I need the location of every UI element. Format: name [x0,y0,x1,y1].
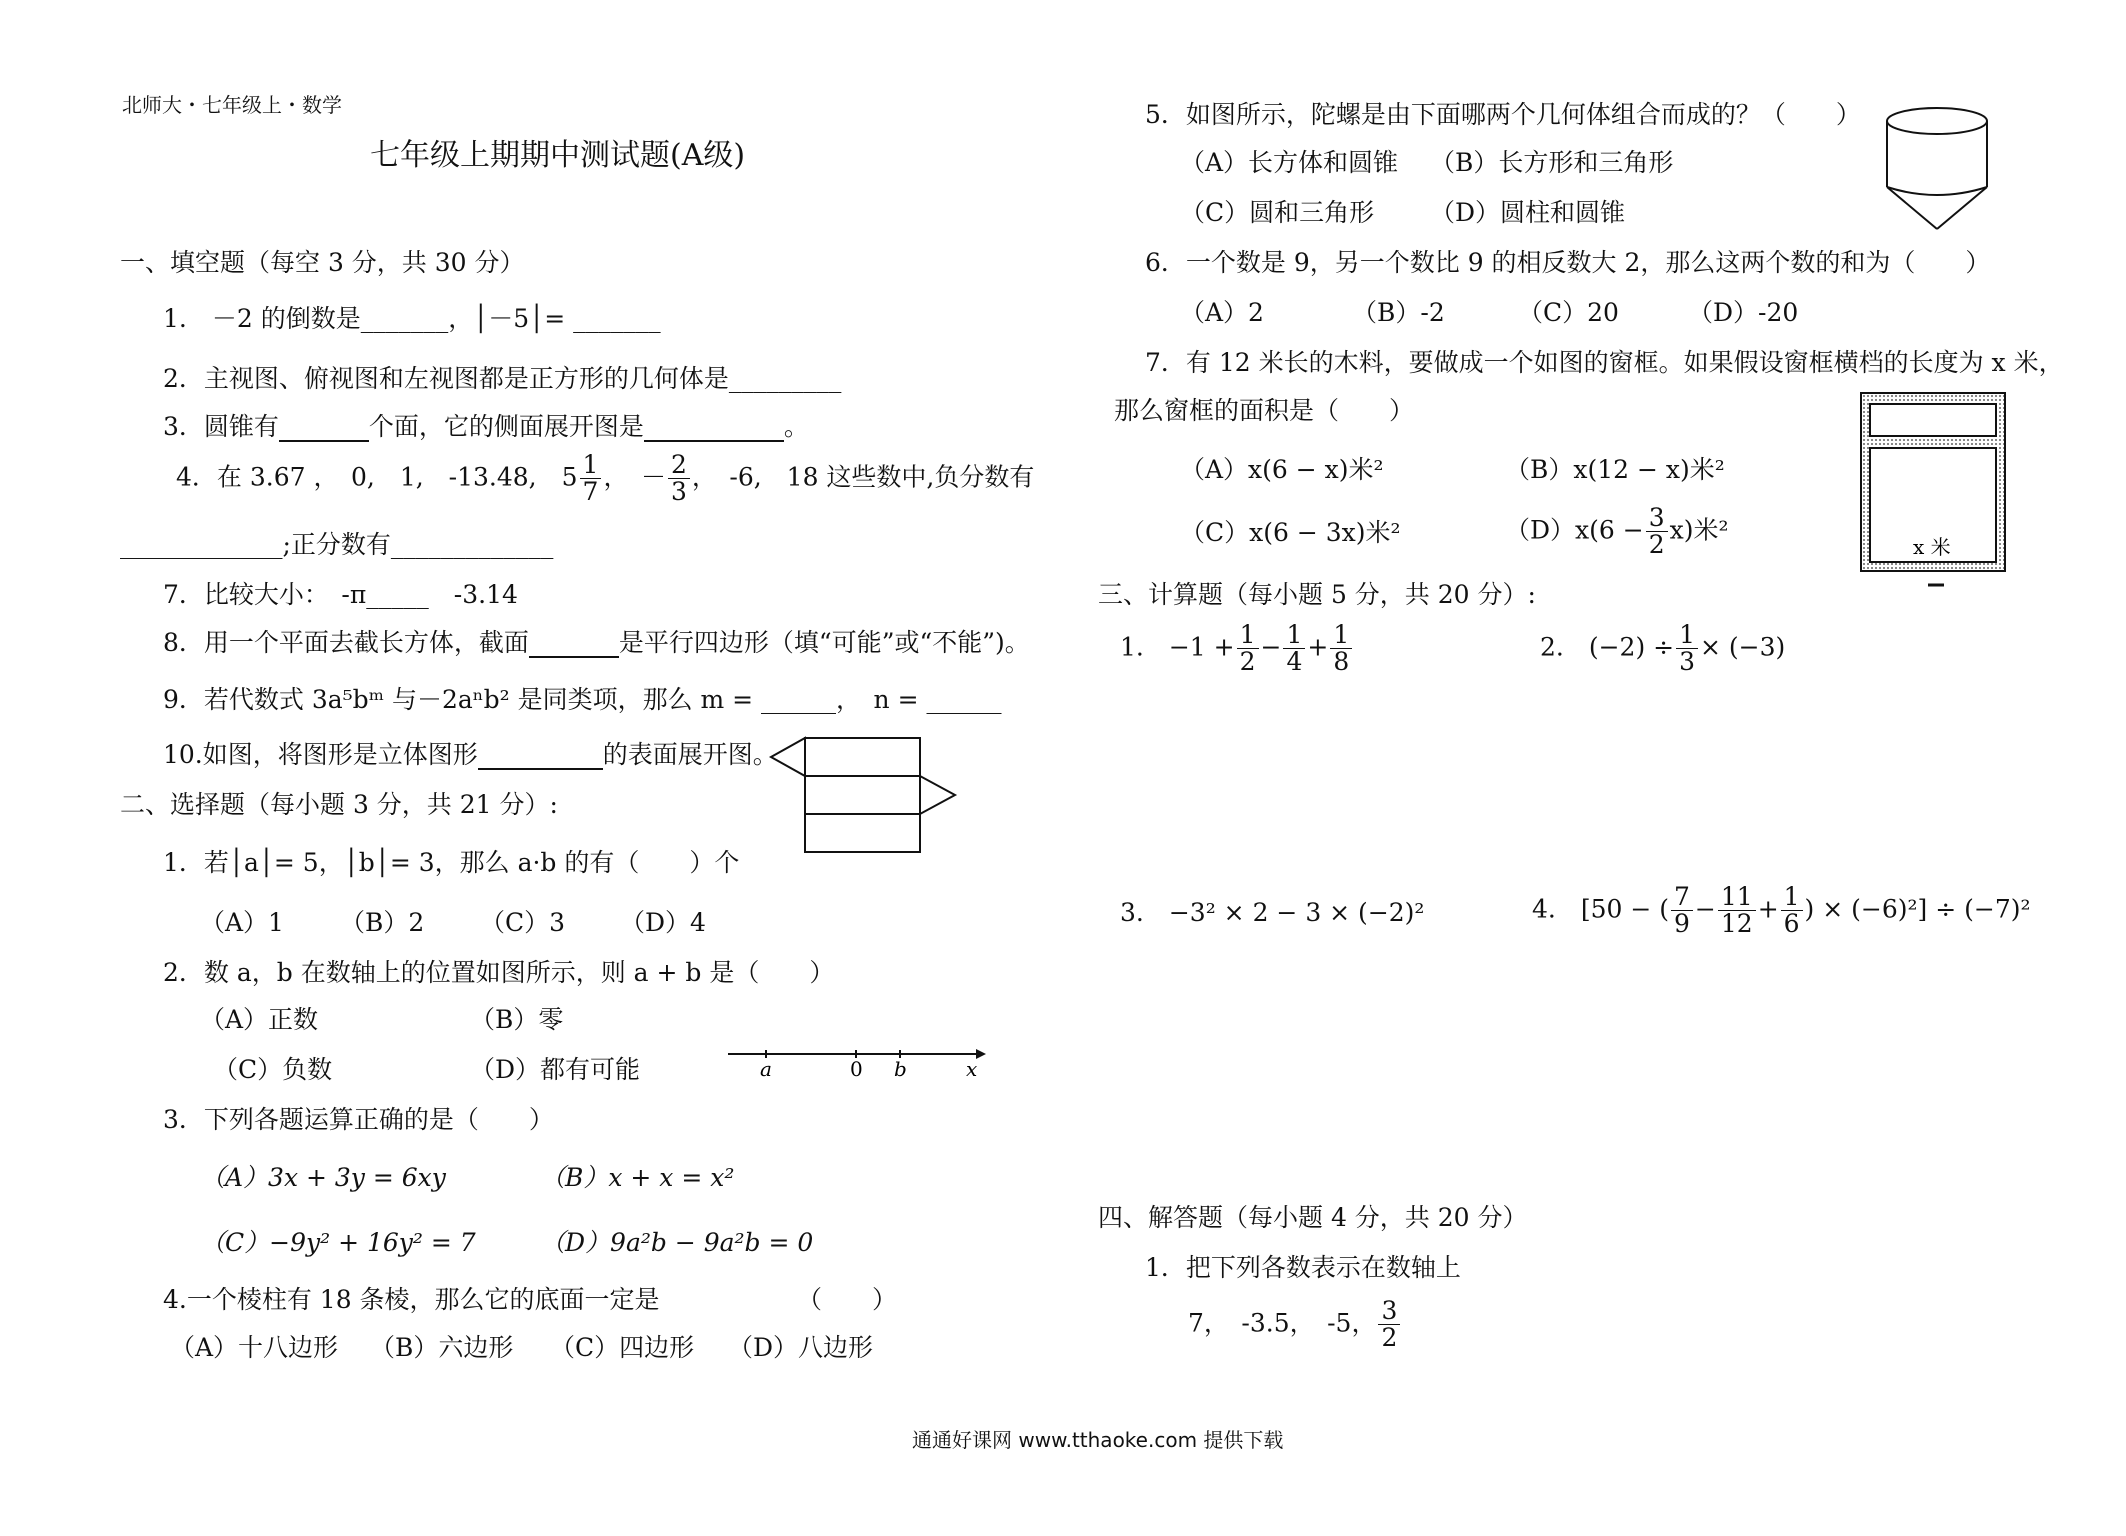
spinning-top-figure [1882,105,1992,235]
s2-q4: 4.一个棱柱有 18 条棱，那么它的底面一定是 （ ） [163,1285,898,1314]
number-line-figure [728,1040,988,1080]
s1-q4-mid: ， － [603,462,666,492]
s3-q1 [1120,622,1354,676]
section2-heading: 二、选择题（每小题 3 分，共 21 分）: [120,790,558,819]
r-q5-opt-b: （B）长方形和三角形 [1430,148,1674,177]
fraction [1646,505,1668,559]
s1-q7: 7．比较大小： -π_____ -3.14 [163,580,518,609]
s4-q1: 1．把下列各数表示在数轴上 [1145,1253,1461,1282]
s1-q8-pre: 8．用一个平面去截长方体，截面 [163,628,529,657]
s2-q3: 3．下列各题运算正确的是（ ） [163,1105,554,1134]
blank [478,743,603,770]
r-q6-opt-d: （D）-20 [1688,298,1799,327]
s3-q2-pre: 2. (−2) ÷ [1540,632,1675,662]
numerator: 3 [1646,505,1668,532]
r-q7-opt-c: （C）x(6 − 3x)米² [1180,518,1401,547]
section3-heading: 三、计算题（每小题 5 分，共 20 分）: [1098,580,1536,609]
s1-q10 [163,740,778,770]
window-frame-figure [1858,390,2008,590]
numerator: 1 [1676,622,1698,649]
s2-q4-opt-c: （C）四边形 [550,1333,695,1362]
denominator: 2 [1381,1323,1398,1353]
denominator: 2 [1648,530,1665,560]
r-q7-opt-d-pre: （D）x(6 − [1505,515,1644,545]
window-width-label: x 米 [1913,535,1951,559]
r-q6-opt-a: （A）2 [1180,298,1264,327]
fraction [1237,622,1259,676]
s2-q3-opt-c: （C）−9y² + 16y² = 7 [200,1228,476,1257]
numline-zero: 0 [850,1057,863,1080]
blank [529,631,619,658]
s3-q4 [1532,884,2031,938]
s3-q1-pre: 1. −1 + [1120,632,1235,662]
s2-q3-opt-d: （D）9a²b − 9a²b = 0 [540,1228,814,1257]
operator: − [1694,894,1716,924]
s2-q1-opt-c: （C）3 [480,908,566,937]
section4-heading: 四、解答题（每小题 4 分，共 20 分） [1098,1203,1528,1232]
s2-q2-opt-c: （C）负数 [213,1055,333,1084]
s3-q3: 3. −3² × 2 − 3 × (−2)² [1120,898,1425,927]
s1-q4-pre: 4．在 3.67 ， 0, 1, -13.48, 5 [176,462,578,492]
s1-q3-mid: 个面，它的侧面展开图是 [368,412,644,441]
s2-q1-opt-a: （A）1 [200,908,284,937]
s1-q8 [163,628,1030,658]
r-q7-line2: 那么窗框的面积是（ ） [1114,396,1415,425]
r-q6: 6．一个数是 9，另一个数比 9 的相反数大 2，那么这两个数的和为（ ） [1145,248,1991,277]
s2-q2-opt-a: （A）正数 [200,1005,319,1034]
section1-heading: 一、填空题（每空 3 分，共 30 分） [120,248,525,277]
s2-q4-opt-d: （D）八边形 [728,1333,874,1362]
page-title: 七年级上期期中测试题(A级) [370,138,746,173]
denominator: 8 [1333,647,1350,677]
denominator: 3 [670,477,687,507]
numline-a: a [760,1057,772,1080]
s1-q10-post: 的表面展开图。 [602,740,778,769]
numerator: 1 [580,452,602,479]
s2-q1-opt-b: （B）2 [340,908,425,937]
s2-q4-opt-b: （B）六边形 [370,1333,514,1362]
denominator: 4 [1286,647,1303,677]
s1-q4-line2: _____________;正分数有_____________ [120,530,554,559]
fraction [1283,622,1305,676]
numerator: 1 [1283,622,1305,649]
blank [279,415,369,442]
prism-net-figure [765,730,965,865]
fraction [1330,622,1352,676]
numerator: 1 [1781,884,1803,911]
fraction [1378,1298,1400,1352]
series-label: 北师大・七年级上・数学 [122,93,342,117]
s2-q3-opt-b: （B）x + x = x² [540,1163,735,1192]
denominator: 12 [1720,909,1753,939]
r-q5: 5．如图所示，陀螺是由下面哪两个几何体组合而成的？（ ） [1145,100,1861,129]
fraction [580,452,602,506]
s3-q4-post: ) × (−6)²] ÷ (−7)² [1804,894,2031,924]
denominator: 6 [1783,909,1800,939]
numerator: 3 [1378,1298,1400,1325]
fraction [1718,884,1756,938]
numerator: 2 [668,452,690,479]
s3-q2 [1540,622,1785,676]
operator: + [1307,632,1329,662]
s1-q1: 1. －2 的倒数是_______，│－5│= _______ [163,304,661,333]
numerator: 1 [1330,622,1352,649]
s1-q3-post: 。 [783,412,809,441]
r-q5-opt-c: （C）圆和三角形 [1180,198,1375,227]
s2-q2: 2．数 a，b 在数轴上的位置如图所示，则 a + b 是（ ） [163,958,835,987]
r-q7-line1: 7．有 12 米长的木料，要做成一个如图的窗框。如果假设窗框横档的长度为 x 米， [1145,348,2064,377]
fraction [1671,884,1693,938]
s3-q2-post: × (−3) [1700,632,1786,662]
s2-q4-opt-a: （A）十八边形 [170,1333,339,1362]
s1-q3-pre: 3．圆锥有 [163,412,279,441]
footer: 通通好课网 www.tthaoke.com 提供下载 [912,1428,1284,1452]
numerator: 1 [1237,622,1259,649]
s2-q2-opt-d: （D）都有可能 [470,1055,641,1084]
s1-q10-pre: 10.如图，将图形是立体图形 [163,740,478,769]
s1-q4-post: ， -6, 18 这些数中,负分数有 [691,462,1035,492]
r-q6-opt-c: （C）20 [1518,298,1619,327]
denominator: 3 [1679,647,1696,677]
s4-q1-numbers [1188,1298,1402,1352]
operator: + [1757,894,1779,924]
denominator: 9 [1674,909,1690,939]
s1-q9: 9．若代数式 3a⁵bᵐ 与－2aⁿb² 是同类项，那么 m = ______， n = ______ [163,685,1002,714]
s1-q2: 2．主视图、俯视图和左视图都是正方形的几何体是_________ [163,364,842,393]
r-q7-opt-a: （A）x(6 − x)米² [1180,455,1384,484]
r-q6-opt-b: （B）-2 [1352,298,1445,327]
s1-q4 [176,452,1034,506]
s2-q3-opt-a: （A）3x + 3y = 6xy [200,1163,446,1192]
numline-x: x [966,1057,978,1080]
r-q7-opt-d [1505,505,1728,559]
denominator: 2 [1239,647,1256,677]
s1-q3 [163,412,809,442]
s3-q4-pre: 4. [50 − ( [1532,894,1670,924]
r-q5-opt-d: （D）圆柱和圆锥 [1430,198,1626,227]
r-q5-opt-a: （A）长方体和圆锥 [1180,148,1399,177]
operator: − [1260,632,1282,662]
blank [644,415,784,442]
s2-q1-opt-d: （D）4 [620,908,706,937]
fraction [1781,884,1803,938]
r-q7-opt-b: （B）x(12 − x)米² [1505,455,1725,484]
s4-q1-nums: 7， -3.5， -5， [1188,1308,1377,1338]
r-q7-opt-d-post: x)米² [1669,515,1729,545]
s2-q1: 1．若│a│= 5，│b│= 3，那么 a·b 的有（ ）个 [163,848,740,877]
numerator: 11 [1718,884,1756,911]
denominator: 7 [582,477,599,507]
s2-q2-opt-b: （B）零 [470,1005,564,1034]
fraction [668,452,690,506]
fraction [1676,622,1698,676]
numline-b: b [894,1057,907,1080]
numerator: 7 [1671,884,1693,911]
s1-q8-post: 是平行四边形（填“可能”或“不能”)。 [618,628,1030,657]
